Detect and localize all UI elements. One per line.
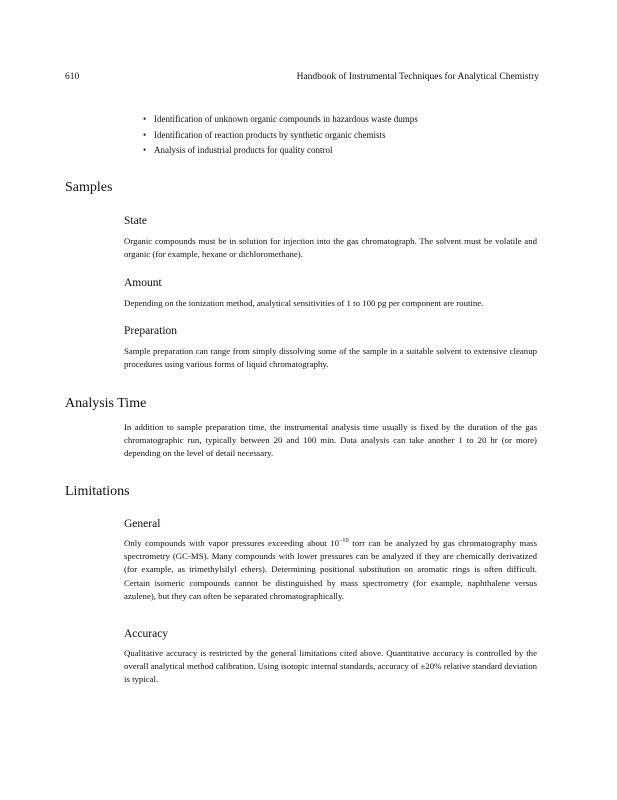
running-title: Handbook of Instrumental Techniques for Analytical Chemistry: [296, 72, 539, 82]
paragraph-preparation: Sample preparation can range from simply dissolving some of the sample in a suitable solvent to extensive cleanup procedures using various forms of liquid chromatography.: [124, 346, 537, 370]
section-heading-analysis-time: Analysis Time: [65, 396, 147, 411]
paragraph-analysis-time: In addition to sample preparation time, the instrumental analysis time usually is fixed by the duration of the gas chromatographic run, typically between 20 and 100 min. Data analysis can take another 1 to 20 hr (or more) depending on the level of detail necessary.: [124, 422, 537, 459]
general-text-end: torr can be analyzed by gas chromatography mass spectrometry (GC-MS). Many compounds with lower pressures can be analyzed if they are chemically derivatized (for example, as trimethylsilyl ethers). Determining positional substitution on aromatic rings is often difficult. Certain isomeric compounds cannot be distinguished by mass spectrometry (for example, naphthalene versus azulene), but they can often be separated chromatographically.: [124, 538, 538, 601]
subheading-accuracy: Accuracy: [124, 628, 169, 640]
paragraph-general: [124, 537, 537, 603]
exponent: –10: [339, 537, 349, 545]
bullet-list: [143, 112, 543, 159]
section-heading-limitations: Limitations: [65, 484, 130, 499]
subheading-amount: Amount: [124, 277, 162, 289]
list-item: • Identification of reaction products by synthetic organic chemists: [143, 128, 543, 144]
page-number: 610: [65, 72, 80, 82]
paragraph-accuracy: Qualitative accuracy is restricted by the general limitations cited above. Quantitative accuracy is controlled by the overall analytical method calibration. Using isotopic internal standards, accuracy of ±20% relative standard deviation is typical.: [124, 648, 538, 685]
list-item: • Identification of unknown organic compounds in hazardous waste dumps: [143, 112, 543, 128]
paragraph-amount: Depending on the ionization method, analytical sensitivities of 1 to 100 pg per component are routine.: [124, 298, 484, 308]
subheading-general: General: [124, 518, 161, 530]
list-item: • Analysis of industrial products for quality control: [143, 143, 543, 159]
section-heading-samples: Samples: [65, 180, 113, 195]
subheading-state: State: [124, 215, 147, 227]
subheading-preparation: Preparation: [124, 325, 178, 337]
paragraph-state: Organic compounds must be in solution for injection into the gas chromatograph. The solvent must be volatile and organic (for example, hexane or dichloromethane).: [124, 236, 537, 260]
general-text-start: Only compounds with vapor pressures exceeding about 10: [124, 538, 340, 548]
